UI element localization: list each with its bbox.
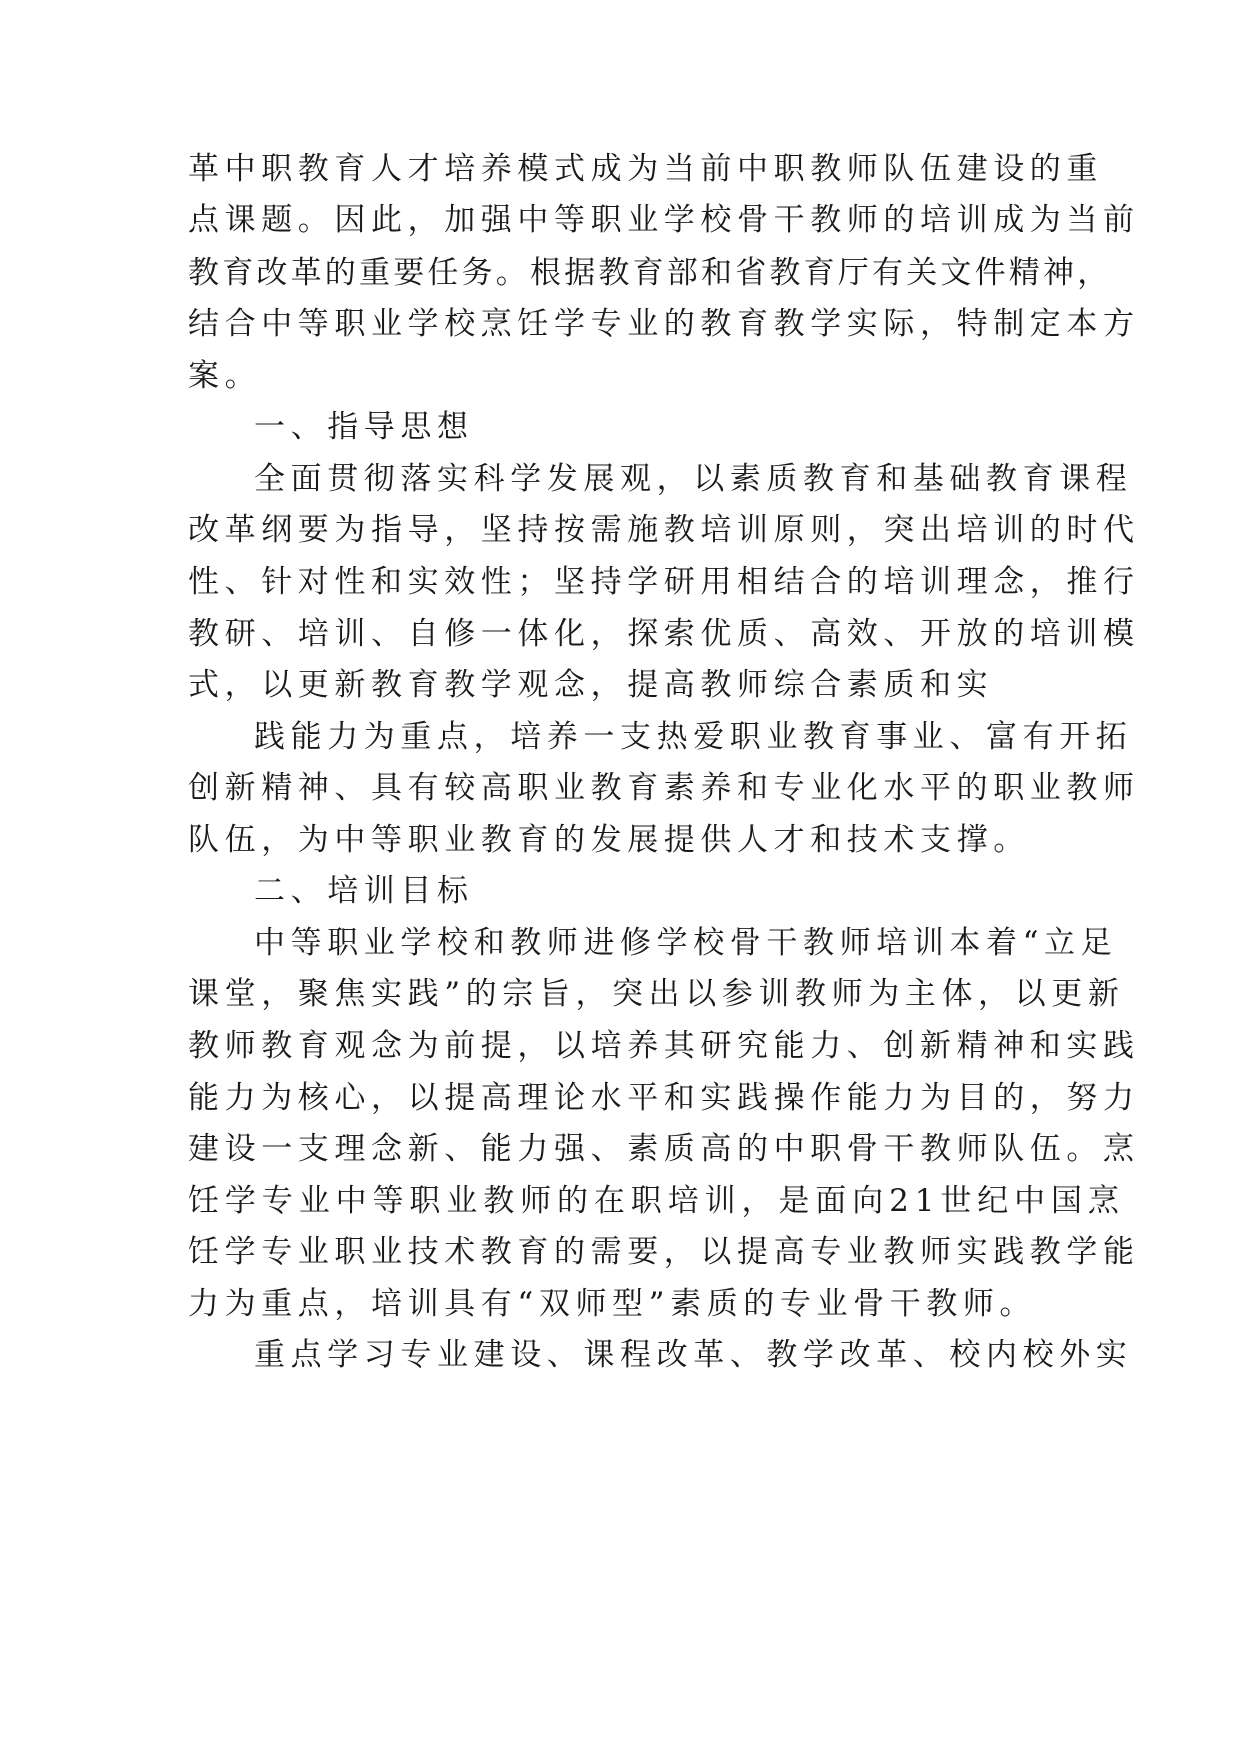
- text-line: 式，以更新教育教学观念，提高教师综合素质和实: [188, 667, 994, 703]
- text-line: 革中职教育人才培养模式成为当前中职教师队伍建设的重: [188, 151, 1103, 187]
- text-line: 践能力为重点，培养一支热爱职业教育事业、富有开拓: [254, 719, 1133, 755]
- text-line: 能力为核心，以提高理论水平和实践操作能力为目的，努力: [188, 1080, 1140, 1116]
- text-line: 全面贯彻落实科学发展观，以素质教育和基础教育课程: [254, 461, 1133, 497]
- text-line: 教育改革的重要任务。根据教育部和省教育厅有关文件精神，: [188, 255, 1112, 291]
- text-line: 案。: [188, 358, 262, 394]
- text-line: 饪学专业中等职业教师的在职培训，是面向21世纪中国烹: [188, 1183, 1125, 1219]
- section-heading: 二、培训目标: [254, 873, 474, 909]
- text-line: 创新精神、具有较高职业教育素养和专业化水平的职业教师: [188, 770, 1140, 806]
- text-line: 力为重点，培训具有“双师型”素质的专业骨干教师。: [188, 1286, 1037, 1322]
- text-line: 点课题。因此，加强中等职业学校骨干教师的培训成为当前: [188, 202, 1140, 238]
- text-line: 建设一支理念新、能力强、素质高的中职骨干教师队伍。烹: [188, 1131, 1140, 1167]
- text-line: 结合中等职业学校烹饪学专业的教育教学实际，特制定本方: [188, 306, 1140, 342]
- section-heading: 一、指导思想: [254, 409, 474, 445]
- text-line: 队伍，为中等职业教育的发展提供人才和技术支撑。: [188, 822, 1030, 858]
- text-line: 性、针对性和实效性；坚持学研用相结合的培训理念，推行: [188, 564, 1140, 600]
- text-line: 课堂，聚焦实践”的宗旨，突出以参训教师为主体，以更新: [188, 976, 1125, 1012]
- text-line: 重点学习专业建设、课程改革、教学改革、校内校外实: [254, 1337, 1133, 1373]
- text-line: 中等职业学校和教师进修学校骨干教师培训本着“立足: [254, 925, 1118, 961]
- text-line: 教研、培训、自修一体化，探索优质、高效、开放的培训模: [188, 616, 1140, 652]
- text-line: 教师教育观念为前提，以培养其研究能力、创新精神和实践: [188, 1028, 1140, 1064]
- text-line: 改革纲要为指导，坚持按需施教培训原则，突出培训的时代: [188, 512, 1140, 548]
- text-line: 饪学专业职业技术教育的需要，以提高专业教师实践教学能: [188, 1234, 1140, 1270]
